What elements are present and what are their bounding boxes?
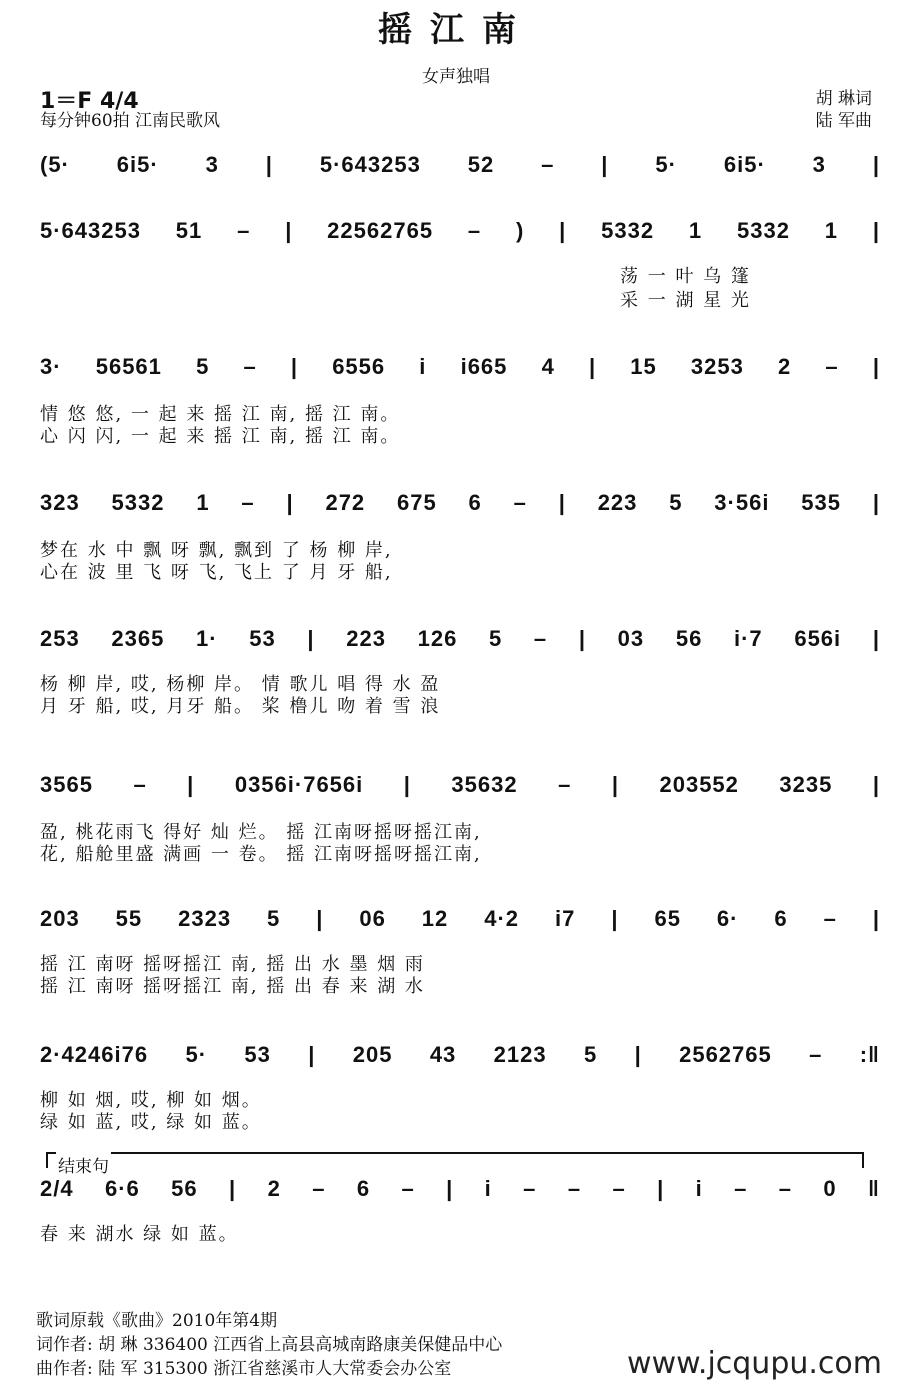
lyric-line: 柳 如 烟, 哎, 柳 如 烟。: [40, 1090, 262, 1111]
lyricist-credit: 胡 琳词: [815, 89, 872, 109]
score-line: 3· 56561 5 – | 6556 i i665 4 | 15 3253 2 – |: [40, 354, 880, 379]
lyric-line: 花, 船舱里盛 满画 一 卷。 摇 江南呀摇呀摇江南,: [40, 844, 482, 865]
score-line: (5· 6i5· 3 | 5·643253 52 – | 5· 6i5· 3 |: [40, 152, 880, 177]
page-title: 摇江南: [378, 10, 534, 50]
lyric-line: 春 来 湖水 绿 如 蓝。: [40, 1224, 239, 1245]
lyric-line: 心 闪 闪, 一 起 来 摇 江 南, 摇 江 南。: [40, 426, 401, 447]
score-line: 2·4246i76 5· 53 | 205 43 2123 5 | 2562765 – :‖: [40, 1042, 880, 1067]
score-line: 253 2365 1· 53 | 223 126 5 – | 03 56 i·7 656i |: [40, 626, 880, 651]
score-line: 323 5332 1 – | 272 675 6 – | 223 5 3·56i 535 |: [40, 490, 880, 515]
footer-source: 歌词原载《歌曲》2010年第4期: [36, 1311, 278, 1331]
score-line: 5·643253 51 – | 22562765 – ) | 5332 1 5332 1 |: [40, 218, 880, 243]
composer-credit: 陆 军曲: [815, 111, 872, 131]
score-line: 203 55 2323 5 | 06 12 4·2 i7 | 65 6· 6 – |: [40, 906, 880, 931]
performance-type: 女声独唱: [422, 67, 490, 87]
lyric-line: 月 牙 船, 哎, 月牙 船。 桨 橹儿 吻 着 雪 浪: [40, 696, 441, 717]
score-line: 2/4 6·6 56 | 2 – 6 – | i – – – | i – – 0 ‖: [40, 1176, 880, 1201]
lyric-line: 摇 江 南呀 摇呀摇江 南, 摇 出 春 来 湖 水: [40, 976, 425, 997]
lyric-line: 摇 江 南呀 摇呀摇江 南, 摇 出 水 墨 烟 雨: [40, 954, 425, 975]
footer-lyricist: 词作者: 胡 琳 336400 江西省上高县高城南路康美保健品中心: [36, 1335, 503, 1355]
ending-label: 结束句: [56, 1152, 111, 1177]
lyric-line: 荡 一 叶 乌 篷: [620, 266, 751, 287]
lyric-line: 杨 柳 岸, 哎, 杨柳 岸。 情 歌儿 唱 得 水 盈: [40, 674, 441, 695]
lyric-line: 采 一 湖 星 光: [620, 290, 751, 311]
footer-composer: 曲作者: 陆 军 315300 浙江省慈溪市人大常委会办公室: [36, 1359, 452, 1379]
lyric-line: 心在 波 里 飞 呀 飞, 飞上 了 月 牙 船,: [40, 562, 393, 583]
tempo-marking: 每分钟60拍 江南民歌风: [40, 111, 221, 131]
key-signature: 1＝F 4/4: [40, 89, 139, 114]
lyric-line: 梦在 水 中 飘 呀 飘, 飘到 了 杨 柳 岸,: [40, 540, 393, 561]
score-line: 3565 – | 0356i·7656i | 35632 – | 203552 3235 |: [40, 772, 880, 797]
lyric-line: 盈, 桃花雨飞 得好 灿 烂。 摇 江南呀摇呀摇江南,: [40, 822, 482, 843]
website-watermark: www.jcqupu.com: [627, 1346, 882, 1381]
lyric-line: 绿 如 蓝, 哎, 绿 如 蓝。: [40, 1112, 262, 1133]
ending-bracket: [46, 1152, 864, 1168]
lyric-line: 情 悠 悠, 一 起 来 摇 江 南, 摇 江 南。: [40, 404, 401, 425]
